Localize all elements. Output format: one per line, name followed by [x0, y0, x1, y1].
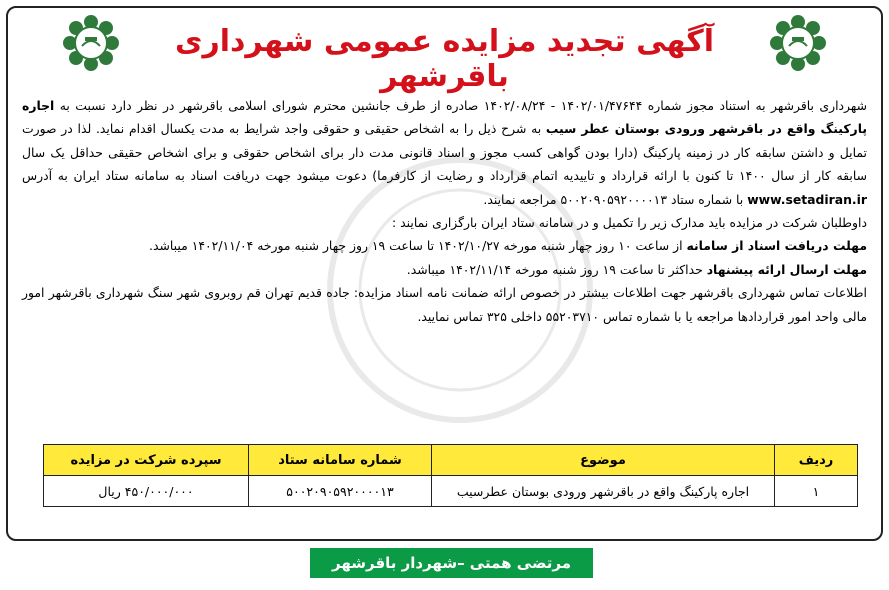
table-row — [44, 476, 858, 507]
municipality-emblem-icon — [767, 12, 829, 74]
mayor-signature: مرتضی همتی –شهردار باقرشهر — [310, 548, 593, 578]
header-row-number: ردیف — [775, 445, 858, 476]
notice-paragraph-2: داوطلبان شرکت در مزایده باید مدارک زیر را تکمیل و در سامانه ستاد ایران بارگزاری نمایند : — [392, 215, 867, 231]
notice-paragraph-1: شهرداری باقرشهر به استناد مجوز شماره ۱۴۰۲/۰۱/۴۷۶۴۴ - ۱۴۰۲/۰۸/۲۴ صادره از طرف جانشین محترم شورای اسلامی باقرشهر در نظر دارد نسبت به اجاره پارکینگ واقع در باقرشهر ورودی بوستان عطر سیب به شرح ذیل را به اشخاص حقیقی و حقوقی واجد شرایط به مدت یکسال اقدام نماید. لذا در صورت تمایل و داشتن سابقه کار در زمینه پارکینگ (دارا بودن گواهی کسب مجوز و اسناد قانونی مدت دار برای اشخاص حقوقی و برای اشخاص حقیقی حداقل یک سال سابقه کار از سال ۱۴۰۰ تا کنون با ارائه قرارداد و تاییدیه اتمام قرارداد و رضایت از کارفرما) دعوت میشود جهت دریافت اسناد به سامانه ستاد ایران به آدرس www.setadiran.ir با شماره ستاد ۵۰۰۲۰۹۰۵۹۲۰۰۰۰۱۳ مراجعه نمایند. — [22, 98, 867, 207]
subject-highlight: اجاره پارکینگ واقع در باقرشهر ورودی بوستان عطر سیب — [22, 98, 867, 137]
cell-subject: اجاره پارکینگ واقع در باقرشهر ورودی بوستان عطرسیب — [432, 476, 775, 507]
header-setad-number: شماره سامانه ستاد — [249, 445, 432, 476]
header-subject: موضوع — [432, 445, 775, 476]
auction-table — [43, 444, 858, 507]
cell-row-number: ۱ — [775, 476, 858, 507]
cell-setad-number: ۵۰۰۲۰۹۰۵۹۲۰۰۰۰۱۳ — [249, 476, 432, 507]
municipality-emblem-icon — [60, 12, 122, 74]
contact-info: اطلاعات تماس شهرداری باقرشهر جهت اطلاعات بیشتر در خصوص ارائه ضمانت نامه اسناد مزایده: جاده قدیم تهران قم روبروی شهر سنگ شهرداری باقرشهر امور مالی واحد امور قراردادها مراجعه یا با شماره تماس ۵۵۲۰۳۷۱۰ داخلی ۳۲۵ تماس نمایید. — [22, 285, 867, 324]
table-header-row — [44, 445, 858, 476]
deadline-documents: مهلت دریافت اسناد از سامانه از ساعت ۱۰ روز چهار شنبه مورخه ۱۴۰۲/۱۰/۲۷ تا ساعت ۱۹ روز چهار شنبه مورخه ۱۴۰۲/۱۱/۰۴ میباشد. — [149, 238, 867, 254]
cell-deposit: ۴۵۰/۰۰۰/۰۰۰ ریال — [44, 476, 249, 507]
notice-body — [22, 94, 867, 328]
header-deposit: سپرده شرکت در مزایده — [44, 445, 249, 476]
deadline-proposal: مهلت ارسال ارائه پیشنهاد حداکثر تا ساعت ۱۹ روز شنبه مورخه ۱۴۰۲/۱۱/۱۴ میباشد. — [406, 261, 867, 277]
notice-title: آگهی تجدید مزایده عمومی شهرداری باقرشهر — [174, 24, 715, 94]
website-link[interactable]: www.setadiran.ir — [747, 191, 867, 207]
